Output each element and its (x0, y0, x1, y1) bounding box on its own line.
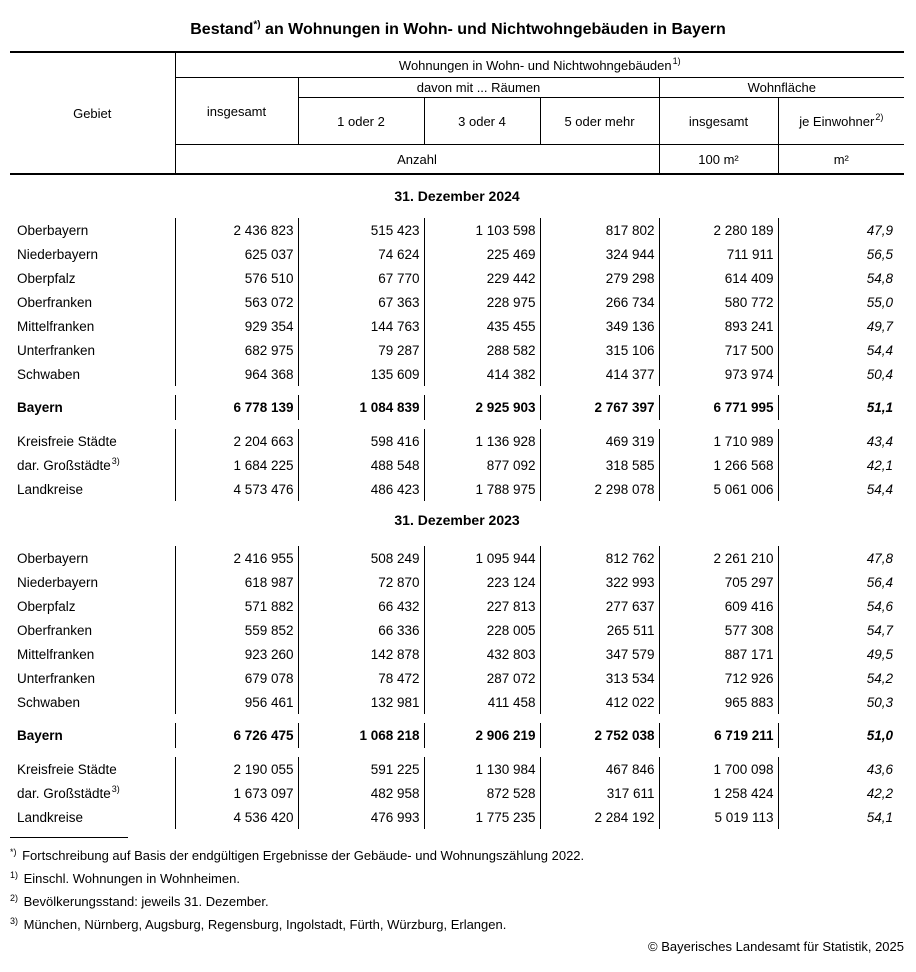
value-cell: 47,8 (866, 550, 894, 566)
value-cell: 432 803 (424, 642, 540, 666)
value-cell: 1 130 984 (424, 757, 540, 781)
gebiet-cell (10, 395, 175, 420)
value-cell: 72 870 (298, 570, 424, 594)
unit-header-m2: m² (778, 145, 904, 175)
footnote-separator-line (10, 837, 128, 838)
gebiet-label: Oberbayern (17, 222, 89, 238)
table-row (10, 242, 904, 266)
value-cell: 2 925 903 (424, 395, 540, 420)
col-header-rooms-5-more: 5 oder mehr (540, 98, 659, 145)
footnote-marker: 3) (10, 915, 19, 926)
value-cell: 2 284 192 (540, 805, 659, 829)
value-cell: 54,8 (866, 270, 894, 286)
gebiet-label: Niederbayern (17, 246, 99, 262)
value-cell: 2 767 397 (540, 395, 659, 420)
value-cell: 1 258 424 (659, 781, 778, 805)
value-cell: 67 363 (298, 290, 424, 314)
value-cell: 1 700 098 (659, 757, 778, 781)
value-cell: 42,1 (866, 457, 894, 473)
value-cell: 712 926 (659, 666, 778, 690)
value-cell: 476 993 (298, 805, 424, 829)
col-header-rooms-3-4: 3 oder 4 (424, 98, 540, 145)
value-cell: 2 204 663 (175, 429, 298, 453)
table-row (10, 395, 904, 420)
footnote-marker: 1) (10, 869, 19, 880)
value-cell: 1 775 235 (424, 805, 540, 829)
value-cell: 577 308 (659, 618, 778, 642)
gebiet-label: Schwaben (17, 366, 81, 382)
value-cell: 347 579 (540, 642, 659, 666)
value-cell: 486 423 (298, 477, 424, 501)
gebiet-cell (10, 429, 175, 453)
col-header-rooms-1-2: 1 oder 2 (298, 98, 424, 145)
group-wohnungen-label: Wohnungen in Wohn- und Nichtwohngebäuden (398, 57, 672, 73)
gebiet-label: Unterfranken (17, 342, 96, 358)
value-cell: 54,7 (866, 622, 894, 638)
table-row (10, 781, 904, 805)
value-cell: 812 762 (540, 546, 659, 570)
table-row (10, 618, 904, 642)
spacer-cell (10, 748, 904, 757)
table-row (10, 805, 904, 829)
value-cell: 1 684 225 (175, 453, 298, 477)
gebiet-cell (10, 805, 175, 829)
value-cell: 679 078 (175, 666, 298, 690)
value-cell: 965 883 (659, 690, 778, 714)
gebiet-cell (10, 453, 175, 477)
gebiet-cell (10, 242, 175, 266)
gebiet-cell (10, 362, 175, 386)
value-cell: 923 260 (175, 642, 298, 666)
value-cell: 49,7 (866, 318, 894, 334)
footnote: $^{1)}$ Einschl. Wohnungen in Wohnheimen. (10, 869, 240, 886)
table-row (10, 546, 904, 570)
value-cell: 609 416 (659, 594, 778, 618)
value-cell: 79 287 (298, 338, 424, 362)
value-cell: 135 609 (298, 362, 424, 386)
gebiet-cell (10, 690, 175, 714)
table-row (10, 290, 904, 314)
value-cell: 571 882 (175, 594, 298, 618)
unit-header-anzahl: Anzahl (175, 145, 659, 175)
footnote-marker: *) (10, 846, 17, 857)
page-title-text-rest: an Wohnungen in Wohn- und Nichtwohngebäuden in Bayern (260, 21, 726, 38)
table-row (10, 666, 904, 690)
col-header-insgesamt: insgesamt (175, 78, 298, 145)
value-cell: 580 772 (659, 290, 778, 314)
value-cell: 1 084 839 (298, 395, 424, 420)
gebiet-cell (10, 618, 175, 642)
value-cell: 317 611 (540, 781, 659, 805)
table-row (10, 362, 904, 386)
value-cell: 42,2 (866, 785, 894, 801)
value-cell: 56,4 (866, 574, 894, 590)
table-row (10, 477, 904, 501)
value-cell: 625 037 (175, 242, 298, 266)
value-cell: 411 458 (424, 690, 540, 714)
value-cell: 559 852 (175, 618, 298, 642)
value-cell: 1 266 568 (659, 453, 778, 477)
value-cell: 711 911 (659, 242, 778, 266)
value-cell: 2 190 055 (175, 757, 298, 781)
footnotes-section (10, 847, 916, 934)
value-cell: 322 993 (540, 570, 659, 594)
value-cell: 467 846 (540, 757, 659, 781)
page-title (0, 21, 916, 39)
gebiet-label: Landkreise (17, 809, 84, 825)
value-cell: 717 500 (659, 338, 778, 362)
gebiet-label: Mittelfranken (17, 646, 95, 662)
value-cell: 229 442 (424, 266, 540, 290)
gebiet-label: dar. Großstädte (17, 785, 111, 801)
table-row (10, 757, 904, 781)
value-cell: 591 225 (298, 757, 424, 781)
col-header-group-wohnungen (175, 52, 904, 78)
value-cell: 6 726 475 (175, 723, 298, 748)
value-cell: 313 534 (540, 666, 659, 690)
value-cell: 47,9 (866, 222, 894, 238)
value-cell: 877 092 (424, 453, 540, 477)
value-cell: 817 802 (540, 218, 659, 242)
value-cell: 43,4 (866, 433, 894, 449)
gebiet-cell (10, 314, 175, 338)
statistics-table (10, 51, 904, 829)
value-cell: 508 249 (298, 546, 424, 570)
value-cell: 887 171 (659, 642, 778, 666)
section-date-label: 31. Dezember 2023 (394, 512, 520, 528)
table-row (10, 642, 904, 666)
value-cell: 228 005 (424, 618, 540, 642)
gebiet-cell (10, 781, 175, 805)
value-cell: 2 906 219 (424, 723, 540, 748)
value-cell: 315 106 (540, 338, 659, 362)
value-cell: 2 436 823 (175, 218, 298, 242)
gebiet-cell (10, 218, 175, 242)
value-cell: 414 377 (540, 362, 659, 386)
spacer-row (10, 748, 904, 757)
table-row (10, 453, 904, 477)
table-row (10, 594, 904, 618)
spacer-row (10, 420, 904, 429)
gebiet-label: Niederbayern (17, 574, 99, 590)
spacer-cell (10, 174, 904, 187)
table-header (10, 52, 904, 174)
gebiet-cell (10, 290, 175, 314)
value-cell: 78 472 (298, 666, 424, 690)
col-header-area-insgesamt: insgesamt (659, 98, 778, 145)
value-cell: 55,0 (866, 294, 894, 310)
spacer-row (10, 205, 904, 218)
table-row (10, 338, 904, 362)
section-date-row (10, 511, 904, 529)
value-cell: 5 061 006 (659, 477, 778, 501)
value-cell: 277 637 (540, 594, 659, 618)
gebiet-cell (10, 570, 175, 594)
col-header-gebiet: Gebiet (10, 52, 175, 174)
gebiet-label: Kreisfreie Städte (17, 761, 117, 777)
gebiet-label: dar. Großstädte (17, 457, 111, 473)
value-cell: 872 528 (424, 781, 540, 805)
value-cell: 1 673 097 (175, 781, 298, 805)
gebiet-cell (10, 723, 175, 748)
section-date-row (10, 187, 904, 205)
footnote-marker: 2) (10, 892, 19, 903)
table-row (10, 429, 904, 453)
value-cell: 50,4 (866, 366, 894, 382)
value-cell: 563 072 (175, 290, 298, 314)
col-header-area-per-capita (778, 98, 904, 145)
value-cell: 614 409 (659, 266, 778, 290)
value-cell: 318 585 (540, 453, 659, 477)
value-cell: 682 975 (175, 338, 298, 362)
value-cell: 288 582 (424, 338, 540, 362)
value-cell: 6 771 995 (659, 395, 778, 420)
gebiet-cell (10, 266, 175, 290)
value-cell: 49,5 (866, 646, 894, 662)
value-cell: 56,5 (866, 246, 894, 262)
value-cell: 67 770 (298, 266, 424, 290)
value-cell: 4 573 476 (175, 477, 298, 501)
table-row (10, 218, 904, 242)
value-cell: 4 536 420 (175, 805, 298, 829)
table-row (10, 570, 904, 594)
gebiet-cell (10, 338, 175, 362)
value-cell: 2 298 078 (540, 477, 659, 501)
spacer-row (10, 714, 904, 723)
value-cell: 929 354 (175, 314, 298, 338)
gebiet-cell (10, 666, 175, 690)
unit-header-100m2: 100 m² (659, 145, 778, 175)
value-cell: 66 432 (298, 594, 424, 618)
col-header-group-wohnflaeche: Wohnfläche (659, 78, 904, 98)
value-cell: 50,3 (866, 694, 894, 710)
value-cell: 51,0 (866, 728, 894, 743)
value-cell: 488 548 (298, 453, 424, 477)
value-cell: 349 136 (540, 314, 659, 338)
value-cell: 1 068 218 (298, 723, 424, 748)
value-cell: 265 511 (540, 618, 659, 642)
gebiet-label: Unterfranken (17, 670, 96, 686)
value-cell: 705 297 (659, 570, 778, 594)
spacer-cell (10, 420, 904, 429)
value-cell: 227 813 (424, 594, 540, 618)
copyright-notice: © Bayerisches Landesamt für Statistik, 2025 (648, 939, 904, 954)
table-body (10, 174, 904, 829)
gebiet-label: Oberpfalz (17, 270, 76, 286)
value-cell: 266 734 (540, 290, 659, 314)
spacer-row (10, 529, 904, 546)
value-cell: 482 958 (298, 781, 424, 805)
title-footnote-marker: *) (253, 19, 261, 31)
value-cell: 279 298 (540, 266, 659, 290)
value-cell: 223 124 (424, 570, 540, 594)
gebiet-cell (10, 477, 175, 501)
gebiet-label: Schwaben (17, 694, 81, 710)
gebiet-label: Oberbayern (17, 550, 89, 566)
table-row (10, 690, 904, 714)
group-wohnungen-footnote-marker: 1) (672, 56, 681, 67)
gebiet-label: Oberfranken (17, 622, 93, 638)
value-cell: 54,1 (866, 809, 894, 825)
gebiet-cell (10, 594, 175, 618)
value-cell: 576 510 (175, 266, 298, 290)
value-cell: 2 752 038 (540, 723, 659, 748)
value-cell: 51,1 (866, 400, 894, 415)
gebiet-footnote-marker: 3) (111, 784, 120, 794)
value-cell: 225 469 (424, 242, 540, 266)
gebiet-label: Oberpfalz (17, 598, 76, 614)
gebiet-footnote-marker: 3) (111, 456, 120, 466)
area-per-capita-footnote-marker: 2) (875, 112, 884, 123)
col-header-group-raeume: davon mit ... Räumen (298, 78, 659, 98)
gebiet-cell (10, 546, 175, 570)
spacer-cell (10, 714, 904, 723)
spacer-cell (10, 205, 904, 218)
gebiet-cell (10, 757, 175, 781)
value-cell: 964 368 (175, 362, 298, 386)
spacer-row (10, 386, 904, 395)
gebiet-label: Oberfranken (17, 294, 93, 310)
footnote: *) Fortschreibung auf Basis der endgültigen Ergebnisse der Gebäude- und Wohnungszählung 2022. (10, 846, 585, 863)
value-cell: 2 416 955 (175, 546, 298, 570)
value-cell: 598 416 (298, 429, 424, 453)
value-cell: 142 878 (298, 642, 424, 666)
value-cell: 324 944 (540, 242, 659, 266)
footnote: $^{3)}$ München, Nürnberg, Augsburg, Regensburg, Ingolstadt, Fürth, Würzburg, Erlangen. (10, 915, 507, 932)
value-cell: 144 763 (298, 314, 424, 338)
value-cell: 5 019 113 (659, 805, 778, 829)
value-cell: 43,6 (866, 761, 894, 777)
value-cell: 54,6 (866, 598, 894, 614)
spacer-row (10, 501, 904, 511)
value-cell: 515 423 (298, 218, 424, 242)
value-cell: 893 241 (659, 314, 778, 338)
value-cell: 1 710 989 (659, 429, 778, 453)
value-cell: 2 280 189 (659, 218, 778, 242)
spacer-cell (10, 386, 904, 395)
value-cell: 66 336 (298, 618, 424, 642)
value-cell: 54,4 (866, 342, 894, 358)
value-cell: 414 382 (424, 362, 540, 386)
gebiet-label: Kreisfreie Städte (17, 433, 117, 449)
value-cell: 228 975 (424, 290, 540, 314)
table-row (10, 314, 904, 338)
value-cell: 54,4 (866, 481, 894, 497)
table-row (10, 723, 904, 748)
value-cell: 1 136 928 (424, 429, 540, 453)
gebiet-label: Mittelfranken (17, 318, 95, 334)
value-cell: 2 261 210 (659, 546, 778, 570)
value-cell: 1 095 944 (424, 546, 540, 570)
page-title-text: Bestand (190, 21, 254, 38)
area-per-capita-label: je Einwohner (799, 113, 875, 129)
value-cell: 469 319 (540, 429, 659, 453)
value-cell: 74 624 (298, 242, 424, 266)
value-cell: 412 022 (540, 690, 659, 714)
value-cell: 6 719 211 (659, 723, 778, 748)
gebiet-label: Bayern (17, 400, 63, 415)
value-cell: 132 981 (298, 690, 424, 714)
value-cell: 618 987 (175, 570, 298, 594)
value-cell: 1 103 598 (424, 218, 540, 242)
value-cell: 54,2 (866, 670, 894, 686)
spacer-cell (10, 529, 904, 546)
value-cell: 956 461 (175, 690, 298, 714)
gebiet-label: Bayern (17, 728, 63, 743)
value-cell: 1 788 975 (424, 477, 540, 501)
gebiet-label: Landkreise (17, 481, 84, 497)
spacer-row (10, 174, 904, 187)
footnote: $^{2)}$ Bevölkerungsstand: jeweils 31. Dezember. (10, 892, 269, 909)
value-cell: 6 778 139 (175, 395, 298, 420)
table-row (10, 266, 904, 290)
value-cell: 973 974 (659, 362, 778, 386)
gebiet-cell (10, 642, 175, 666)
value-cell: 435 455 (424, 314, 540, 338)
spacer-cell (10, 501, 904, 511)
value-cell: 287 072 (424, 666, 540, 690)
section-date-label: 31. Dezember 2024 (394, 188, 520, 204)
